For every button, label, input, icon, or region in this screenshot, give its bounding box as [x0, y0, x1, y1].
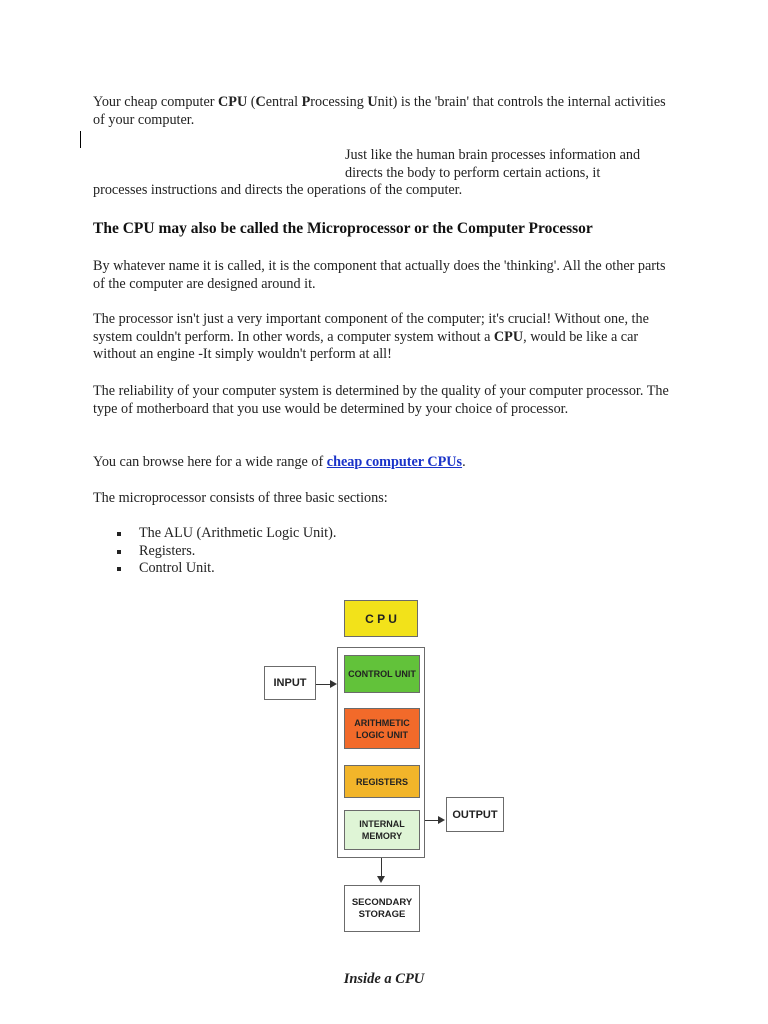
- cpu-label-box: C P U: [344, 600, 418, 637]
- processor-text-2: , would be like a car without an engine -It simply wouldn't perform at all!: [93, 328, 639, 362]
- cpu-diagram: [262, 596, 512, 936]
- diagram-caption: Inside a CPU: [343, 971, 425, 987]
- storage-line-2: STORAGE: [358, 908, 406, 920]
- intro-paren: (: [247, 94, 256, 110]
- intro-rest: nit) is the 'brain' that controls the internal activities of your computer.: [93, 94, 666, 128]
- brain-line-2: directs the body to perform certain actions, it: [345, 164, 601, 181]
- alu-box: [344, 708, 420, 749]
- brain-para-line-1-2: [345, 147, 685, 182]
- memory-line-2: MEMORY: [361, 831, 403, 841]
- intro-text: Your cheap computer: [93, 94, 219, 110]
- browse-paragraph: [93, 454, 673, 472]
- control-unit-box: CONTROL UNIT: [344, 655, 420, 693]
- section-heading: The CPU may also be called the Microprocessor or the Computer Processor: [93, 220, 593, 237]
- secondary-storage-box: [344, 885, 420, 932]
- list-item: The ALU (Arithmetic Logic Unit).: [93, 525, 336, 543]
- name-paragraph: By whatever name it is called, it is the component that actually does the 'thinking'. All the other parts of the computer are designed around it.: [93, 258, 666, 292]
- brain-line-1: Just like the human brain processes information and: [345, 147, 641, 163]
- alu-line-1: ARITHMETIC: [354, 717, 410, 728]
- internal-memory-box: [344, 810, 420, 850]
- intro-p-bold: P: [301, 94, 311, 110]
- sections-list: [93, 525, 336, 578]
- storage-arrowhead-icon: [377, 876, 385, 883]
- brain-line-3: processes instructions and directs the operations of the computer.: [93, 182, 463, 198]
- intro-paragraph: [93, 94, 673, 129]
- output-box: OUTPUT: [446, 797, 504, 832]
- intro-cpu-bold: CPU: [218, 94, 248, 110]
- browse-text: You can browse here for a wide range of: [93, 454, 327, 470]
- processor-text-1: The processor isn't just a very important component of the computer; it's crucial! Without one, the system couldn't perform. In other words, a computer system without a: [93, 311, 649, 345]
- intro-u-bold: U: [367, 94, 378, 110]
- memory-line-1: INTERNAL: [359, 819, 405, 829]
- intro-c-bold: C: [255, 94, 266, 110]
- cheap-cpus-link[interactable]: cheap computer CPUs: [326, 454, 463, 470]
- input-arrowhead-icon: [330, 680, 337, 688]
- storage-arrow-line: [381, 858, 382, 877]
- processor-paragraph: [93, 311, 673, 364]
- input-box: INPUT: [264, 666, 316, 700]
- intro-rocessing: rocessing: [310, 94, 368, 110]
- intro-entral: entral: [265, 94, 302, 110]
- sections-paragraph: The microprocessor consists of three basic sections:: [93, 490, 388, 506]
- text-cursor: [80, 131, 81, 148]
- list-item: Control Unit.: [93, 560, 336, 578]
- browse-period: .: [462, 454, 466, 470]
- registers-box: REGISTERS: [344, 765, 420, 798]
- storage-line-1: SECONDARY: [351, 896, 413, 908]
- alu-line-2: LOGIC UNIT: [356, 729, 408, 740]
- output-arrow-line: [425, 820, 439, 821]
- reliability-paragraph: The reliability of your computer system is determined by the quality of your computer processor. The type of motherboard that you use would be determined by your choice of processor.: [93, 383, 669, 417]
- list-item: Registers.: [93, 543, 336, 561]
- input-arrow-line: [316, 684, 331, 685]
- processor-cpu-bold: CPU: [493, 328, 524, 345]
- output-arrowhead-icon: [438, 816, 445, 824]
